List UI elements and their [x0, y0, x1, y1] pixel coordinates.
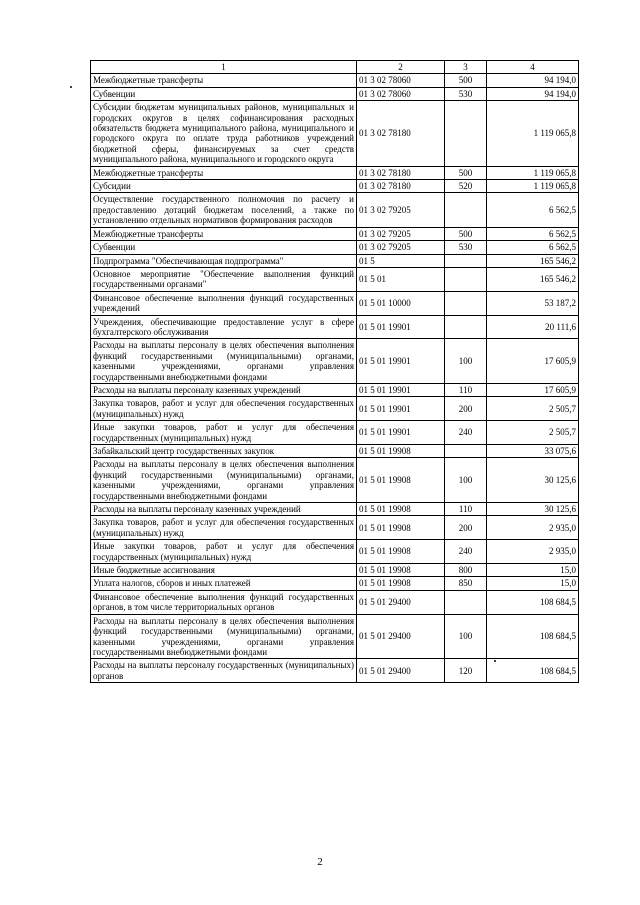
row-code: 01 3 02 79205	[357, 193, 445, 227]
row-code: 01 5 01 29400	[357, 659, 445, 683]
table-row	[91, 74, 579, 87]
row-code: 01 5 01 19901	[357, 383, 445, 396]
row-amount: 1 119 065,8	[487, 166, 579, 179]
row-amount: 15,0	[487, 564, 579, 577]
row-expense-type: 500	[445, 74, 487, 87]
table-row	[91, 659, 579, 683]
row-expense-type: 520	[445, 180, 487, 193]
row-code: 01 5 01 19908	[357, 445, 445, 458]
row-description: Расходы на выплаты персоналу казенных учреждений	[91, 503, 357, 516]
row-description: Расходы на выплаты персоналу казенных учреждений	[91, 383, 357, 396]
row-expense-type	[445, 267, 487, 291]
row-amount: 94 194,0	[487, 74, 579, 87]
row-amount: 1 119 065,8	[487, 101, 579, 166]
row-description: Осуществление государственного полномочия по расчету и предоставлению дотаций бюджетам поселений, а также по установлению отдельных нормативов формирования расходов	[91, 193, 357, 227]
table-row	[91, 577, 579, 590]
row-amount: 2 505,7	[487, 397, 579, 421]
table-row	[91, 193, 579, 227]
row-description: Расходы на выплаты персоналу в целях обеспечения выполнения функций государственными (муниципальными) органами, казенными учреждениями, органами управления государственными внебюджетными фондами	[91, 339, 357, 384]
row-expense-type	[445, 291, 487, 315]
row-expense-type	[445, 445, 487, 458]
row-description: Уплата налогов, сборов и иных платежей	[91, 577, 357, 590]
row-expense-type: 500	[445, 166, 487, 179]
row-description: Финансовое обеспечение выполнения функций государственных учреждений	[91, 291, 357, 315]
row-code: 01 5 01 19908	[357, 503, 445, 516]
row-code: 01 3 02 79205	[357, 227, 445, 240]
column-header: 2	[357, 61, 445, 74]
row-code: 01 3 02 78180	[357, 101, 445, 166]
table-row	[91, 241, 579, 254]
row-description: Иные бюджетные ассигнования	[91, 564, 357, 577]
table-row	[91, 540, 579, 564]
row-description: Межбюджетные трансферты	[91, 166, 357, 179]
row-expense-type: 100	[445, 339, 487, 384]
table-row	[91, 315, 579, 339]
scan-speck	[494, 660, 496, 662]
row-expense-type	[445, 101, 487, 166]
row-amount: 15,0	[487, 577, 579, 590]
row-description: Финансовое обеспечение выполнения функций государственных органов, в том числе территориальных органов	[91, 590, 357, 614]
table-row	[91, 397, 579, 421]
row-expense-type: 100	[445, 614, 487, 659]
row-amount: 6 562,5	[487, 193, 579, 227]
row-description: Подпрограмма "Обеспечивающая подпрограмма"	[91, 254, 357, 267]
table-row	[91, 564, 579, 577]
row-expense-type: 200	[445, 397, 487, 421]
row-code: 01 5 01 29400	[357, 590, 445, 614]
row-code: 01 5 01	[357, 267, 445, 291]
row-description: Основное мероприятие "Обеспечение выполнения функций государственными органами"	[91, 267, 357, 291]
row-description: Расходы на выплаты персоналу в целях обеспечения выполнения функций государственными (муниципальными) органами, казенными учреждениями, органами управления государственными внебюджетными фондами	[91, 458, 357, 503]
row-code: 01 5 01 19908	[357, 564, 445, 577]
row-amount: 20 111,6	[487, 315, 579, 339]
row-expense-type: 240	[445, 421, 487, 445]
page-number: 2	[317, 856, 323, 868]
row-amount: 2 505,7	[487, 421, 579, 445]
row-code: 01 3 02 78180	[357, 166, 445, 179]
table-row	[91, 254, 579, 267]
row-amount: 94 194,0	[487, 87, 579, 100]
row-description: Иные закупки товаров, работ и услуг для обеспечения государственных (муниципальных) нужд	[91, 421, 357, 445]
row-code: 01 5 01 19908	[357, 540, 445, 564]
row-code: 01 3 02 78060	[357, 74, 445, 87]
table-row	[91, 291, 579, 315]
row-expense-type: 110	[445, 503, 487, 516]
table-row	[91, 421, 579, 445]
column-header: 4	[487, 61, 579, 74]
row-expense-type: 850	[445, 577, 487, 590]
row-amount: 108 684,5	[487, 590, 579, 614]
table-row	[91, 180, 579, 193]
row-code: 01 5 01 19908	[357, 577, 445, 590]
row-description: Расходы на выплаты персоналу государственных (муниципальных) органов	[91, 659, 357, 683]
row-expense-type: 530	[445, 87, 487, 100]
row-expense-type	[445, 254, 487, 267]
row-amount: 17 605,9	[487, 383, 579, 396]
table-row	[91, 458, 579, 503]
table-row	[91, 503, 579, 516]
row-code: 01 3 02 78180	[357, 180, 445, 193]
table-row	[91, 267, 579, 291]
table-row	[91, 166, 579, 179]
row-description: Закупка товаров, работ и услуг для обеспечения государственных (муниципальных) нужд	[91, 397, 357, 421]
table-row	[91, 383, 579, 396]
row-expense-type: 530	[445, 241, 487, 254]
row-code: 01 5 01 19901	[357, 339, 445, 384]
row-amount: 1 119 065,8	[487, 180, 579, 193]
row-expense-type	[445, 193, 487, 227]
row-code: 01 5 01 19901	[357, 315, 445, 339]
row-amount: 2 935,0	[487, 516, 579, 540]
row-code: 01 5 01 10000	[357, 291, 445, 315]
column-header: 1	[91, 61, 357, 74]
row-amount: 6 562,5	[487, 227, 579, 240]
table-row	[91, 339, 579, 384]
row-description: Учреждения, обеспечивающие предоставление услуг в сфере бухгалтерского обслуживания	[91, 315, 357, 339]
row-expense-type	[445, 315, 487, 339]
row-amount: 6 562,5	[487, 241, 579, 254]
row-description: Субвенции	[91, 241, 357, 254]
row-amount: 30 125,6	[487, 458, 579, 503]
table-row	[91, 614, 579, 659]
column-header: 3	[445, 61, 487, 74]
row-expense-type	[445, 590, 487, 614]
row-description: Забайкальский центр государственных закупок	[91, 445, 357, 458]
table-header-row	[91, 61, 579, 74]
row-description: Расходы на выплаты персоналу в целях обеспечения выполнения функций государственными (муниципальными) органами, казенными учреждениями, органами управления государственными внебюджетными фондами	[91, 614, 357, 659]
row-description: Межбюджетные трансферты	[91, 74, 357, 87]
row-amount: 165 546,2	[487, 267, 579, 291]
row-expense-type: 110	[445, 383, 487, 396]
row-amount: 165 546,2	[487, 254, 579, 267]
row-code: 01 5 01 19901	[357, 397, 445, 421]
row-code: 01 3 02 78060	[357, 87, 445, 100]
row-amount: 30 125,6	[487, 503, 579, 516]
budget-table	[90, 60, 579, 683]
row-code: 01 5	[357, 254, 445, 267]
row-description: Субсидии бюджетам муниципальных районов, муниципальных и городских округов в целях софинансирования расходных обязательств бюджета муниципального района, муниципального и городского округа по оплате труда работников учреждений бюджетной сферы, финансируемых за счет средств муниципального района, муниципального и городского округа	[91, 101, 357, 166]
row-description: Субсидии	[91, 180, 357, 193]
row-amount: 33 075,6	[487, 445, 579, 458]
row-description: Закупка товаров, работ и услуг для обеспечения государственных (муниципальных) нужд	[91, 516, 357, 540]
row-code: 01 5 01 19908	[357, 516, 445, 540]
row-amount: 2 935,0	[487, 540, 579, 564]
row-code: 01 5 01 19908	[357, 458, 445, 503]
row-expense-type: 500	[445, 227, 487, 240]
table-row	[91, 227, 579, 240]
row-amount: 108 684,5	[487, 614, 579, 659]
scan-speck	[70, 86, 72, 88]
row-expense-type: 240	[445, 540, 487, 564]
row-description: Субвенции	[91, 87, 357, 100]
row-description: Иные закупки товаров, работ и услуг для обеспечения государственных (муниципальных) нужд	[91, 540, 357, 564]
row-expense-type: 120	[445, 659, 487, 683]
row-expense-type: 100	[445, 458, 487, 503]
table-row	[91, 101, 579, 166]
row-amount: 53 187,2	[487, 291, 579, 315]
row-expense-type: 800	[445, 564, 487, 577]
table-row	[91, 590, 579, 614]
table-row	[91, 445, 579, 458]
table-row	[91, 87, 579, 100]
row-code: 01 5 01 29400	[357, 614, 445, 659]
row-expense-type: 200	[445, 516, 487, 540]
budget-page	[90, 60, 578, 683]
row-code: 01 5 01 19901	[357, 421, 445, 445]
row-amount: 17 605,9	[487, 339, 579, 384]
row-description: Межбюджетные трансферты	[91, 227, 357, 240]
table-row	[91, 516, 579, 540]
row-code: 01 3 02 79205	[357, 241, 445, 254]
row-amount: 108 684,5	[487, 659, 579, 683]
